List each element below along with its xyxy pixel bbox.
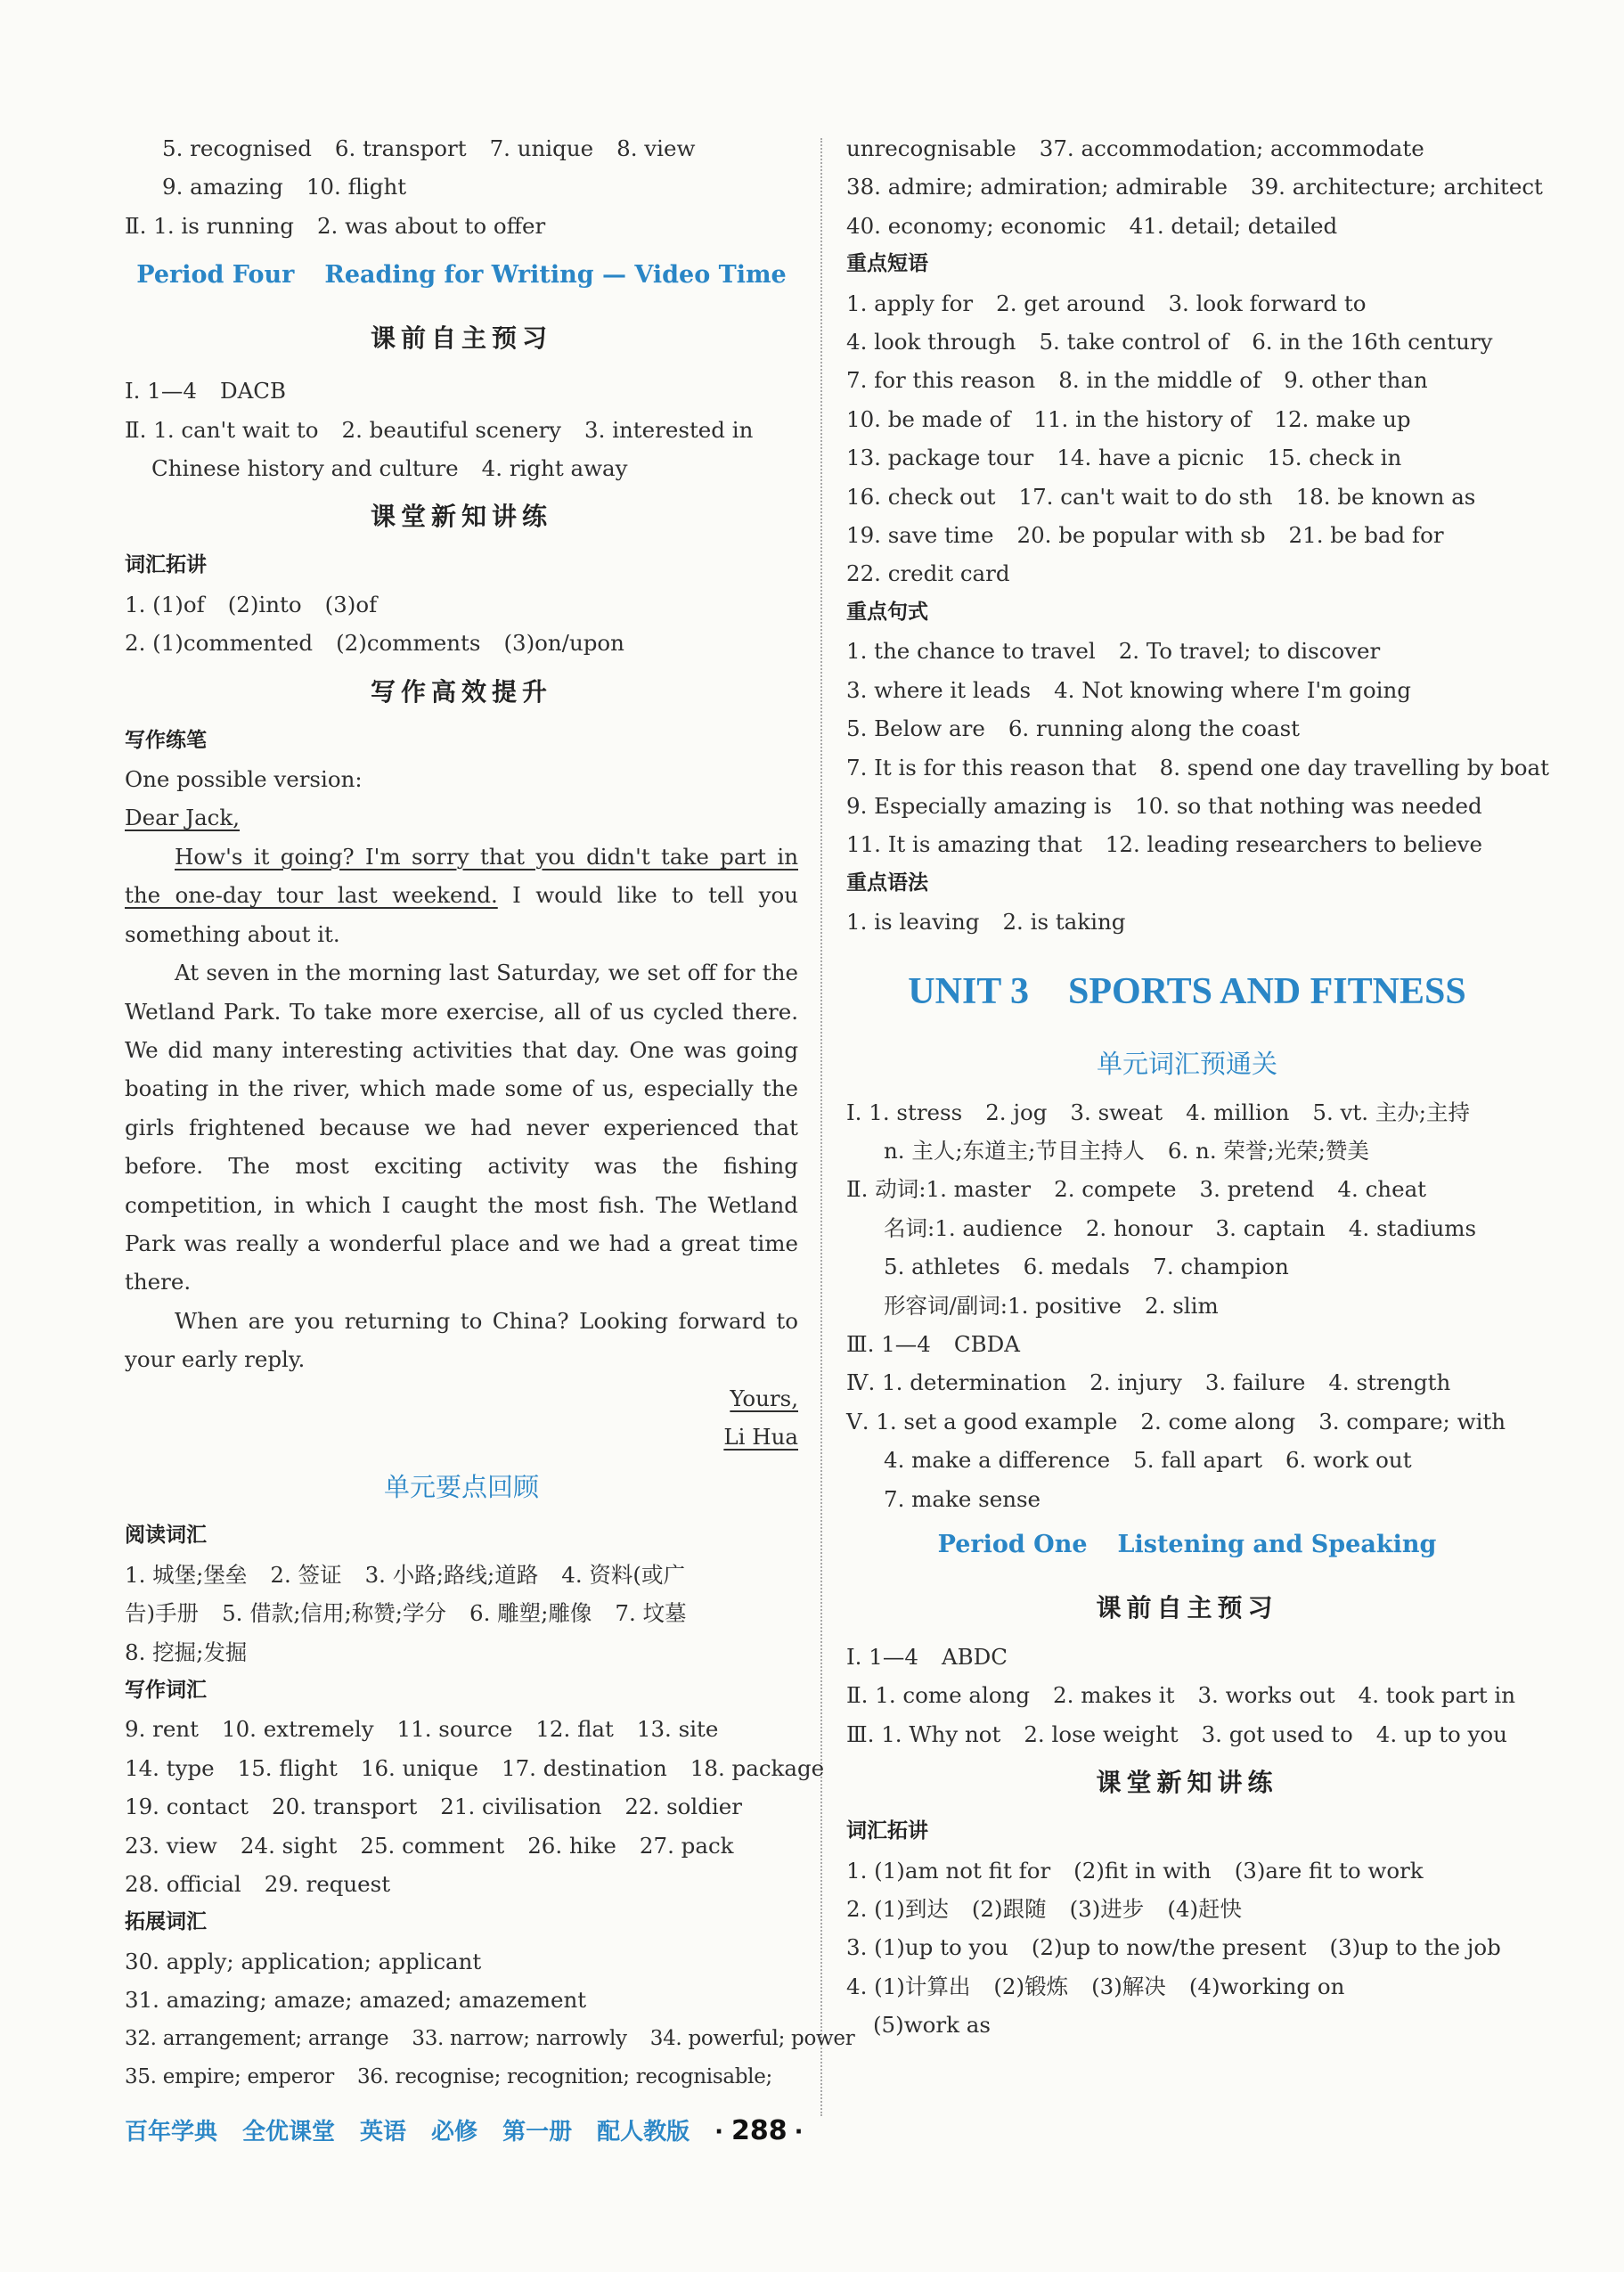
answer-item: 3. pretend (1199, 1176, 1315, 1203)
answer-line (125, 129, 798, 168)
answer-item: 36. recognise; recognition; recognisable; (356, 2065, 772, 2089)
answer-line (125, 2058, 798, 2096)
answer-item: 10. so that nothing was needed (1135, 792, 1482, 819)
answer-item: 16. check out (846, 483, 996, 510)
answer-item: 5. fall apart (1133, 1447, 1262, 1474)
answer-item: 1. (1)am not fit for (846, 1857, 1051, 1884)
answer-item: 3. captain (1215, 1214, 1326, 1241)
footer-volume-type: 必修 (431, 2119, 478, 2145)
answer-item: 21. civilisation (440, 1794, 602, 1820)
answer-line (125, 1633, 798, 1671)
answer-line (846, 1967, 1528, 2006)
answer-line (846, 632, 1528, 670)
answer-item: Ⅴ. 1. set a good example (846, 1408, 1118, 1434)
answer-line (846, 1287, 1528, 1325)
answer-item: 7. 坟墓 (615, 1600, 687, 1627)
page-footer (125, 2113, 804, 2146)
answer-item: 9. rent (125, 1716, 199, 1743)
unit-title: UNIT 3 SPORTS AND FITNESS (908, 970, 1466, 1012)
answer-item: 3. look forward to (1168, 290, 1367, 316)
answer-item: 7. champion (1153, 1254, 1289, 1280)
letter-greeting: Dear Jack, (125, 805, 241, 831)
answer-line (846, 1247, 1528, 1286)
answer-item: Ⅲ. 1. Why not (846, 1720, 1001, 1747)
answer-item: 19. contact (125, 1794, 249, 1820)
answer-item: 14. type (125, 1754, 215, 1781)
answer-item: 告)手册 (125, 1600, 200, 1627)
answer-line (125, 449, 798, 487)
answer-line (846, 400, 1528, 438)
answer-item: 39. architecture; architect (1250, 174, 1543, 200)
footer-dot: · (714, 2119, 723, 2145)
answer-line (846, 1132, 1528, 1170)
column-divider (820, 138, 822, 2116)
answer-item: 9. other than (1284, 367, 1428, 394)
answer-line (846, 168, 1543, 206)
section-heading: 课前自主预习 (370, 323, 552, 354)
answer-item: 1. is leaving (846, 909, 980, 936)
section-heading: 课堂新知讲练 (1096, 1768, 1278, 1798)
answer-line (846, 284, 1528, 323)
answer-item: 6. work out (1285, 1447, 1412, 1474)
answer-item: Ⅱ. 动词:1. master (846, 1176, 1032, 1203)
answer-line (846, 1676, 1528, 1714)
answer-item: 17. destination (501, 1754, 667, 1781)
answer-item: 20. be popular with sb (1016, 522, 1266, 549)
answer-item: Ⅰ. 1. stress (846, 1099, 963, 1125)
answer-item: 18. be known as (1295, 483, 1476, 510)
answer-item: (2)跟随 (971, 1896, 1047, 1923)
answer-line (125, 2020, 855, 2058)
answer-item: 2. beautiful scenery (341, 416, 562, 443)
answer-item: Ⅰ. 1—4 (125, 378, 197, 405)
answer-item: 2. (1)commented (125, 630, 314, 657)
answer-item: 13. package tour (846, 445, 1034, 471)
answer-line (125, 168, 798, 206)
answer-line (846, 1325, 1528, 1363)
answer-item: (2)comments (336, 630, 481, 657)
answer-line (846, 1715, 1528, 1753)
footer-dot: · (794, 2119, 804, 2145)
answer-item: 9. amazing (162, 174, 283, 200)
subsection-heading: 拓展词汇 (125, 1910, 207, 1934)
answer-item: 23. view (125, 1832, 217, 1859)
left-column (125, 129, 855, 2096)
answer-item: 22. credit card (846, 560, 1010, 587)
answer-item: 38. admire; admiration; admirable (846, 174, 1228, 200)
answer-item: 5. recognised (162, 135, 312, 161)
answer-line (846, 1890, 1528, 1928)
answer-item: 3. failure (1204, 1369, 1306, 1396)
answer-item: unrecognisable (846, 135, 1016, 161)
answer-line (846, 2006, 1528, 2044)
answer-item: 2. (1)到达 (846, 1896, 949, 1923)
answer-item: 25. comment (360, 1832, 505, 1859)
subsection-heading: 词汇拓讲 (125, 553, 207, 577)
answer-item: 15. flight (237, 1754, 338, 1781)
answer-item: 6. n. 荣誉;光荣;赞美 (1167, 1137, 1369, 1164)
answer-item: 2. slim (1145, 1292, 1219, 1319)
answer-item: 32. arrangement; arrange (125, 2026, 389, 2050)
answer-line (125, 1594, 798, 1632)
answer-item: 21. be bad for (1288, 522, 1444, 549)
answer-line (846, 1851, 1528, 1890)
answer-item: 17. can't wait to do sth (1018, 483, 1273, 510)
answer-item: 4. Not knowing where I'm going (1054, 676, 1411, 703)
answer-item: 7. unique (489, 135, 594, 161)
answer-item: 1. apply for (846, 290, 974, 316)
answer-item: 11. It is amazing that (846, 831, 1082, 858)
answer-line: 30. apply; application; applicant (125, 1948, 482, 1974)
answer-item: 10. extremely (222, 1716, 374, 1743)
answer-item: 7. for this reason (846, 367, 1036, 394)
answer-line (846, 748, 1549, 787)
answer-item: 2. is taking (1002, 909, 1126, 936)
answer-line (125, 1865, 798, 1903)
answer-line (846, 207, 1528, 245)
answer-item: 9. Especially amazing is (846, 792, 1113, 819)
answer-line (846, 478, 1528, 516)
answer-line (125, 1827, 798, 1865)
subsection-heading: 阅读词汇 (125, 1524, 207, 1548)
answer-line (846, 129, 1528, 168)
answer-item: 33. narrow; narrowly (412, 2026, 627, 2050)
answer-item: 2. compete (1054, 1176, 1177, 1203)
letter-opening: How's it going? I'm sorry that you didn't take part in the one-day tour last weekend. (125, 843, 798, 909)
answer-item: (3)of (324, 591, 378, 617)
answer-item: 37. accommodation; accommodate (1039, 135, 1424, 161)
answer-item: 15. check in (1267, 445, 1402, 471)
answer-item: 名词:1. audience (884, 1214, 1063, 1241)
answer-item: Ⅱ. 1. come along (846, 1682, 1031, 1709)
answer-item: 1. (1)of (125, 591, 205, 617)
answer-line (846, 1209, 1528, 1247)
answer-item: 3. 小路;路线;道路 (364, 1561, 539, 1588)
answer-item: 26. hike (527, 1832, 616, 1859)
answer-item: 2. lose weight (1024, 1720, 1179, 1747)
answer-line (125, 411, 798, 449)
answer-item: Chinese history and culture (151, 455, 459, 482)
answer-item: 12. make up (1274, 405, 1411, 432)
answer-line (125, 1749, 825, 1787)
answer-item: 3. got used to (1201, 1720, 1353, 1747)
letter-paragraph: When are you returning to China? Looking forward to your early reply. (125, 1307, 798, 1373)
answer-item: 2. get around (996, 290, 1146, 316)
answer-item: Ⅳ. 1. determination (846, 1369, 1067, 1396)
answer-item: 形容词/副词:1. positive (884, 1292, 1122, 1319)
answer-item: (2)up to now/the present (1031, 1934, 1307, 1961)
answer-item: 4. (1)计算出 (846, 1973, 971, 1999)
answer-item: 13. site (636, 1716, 719, 1743)
answer-item: 6. in the 16th century (1252, 329, 1493, 356)
answer-item: (4)working on (1188, 1973, 1345, 1999)
answer-item: 4. make a difference (884, 1447, 1111, 1474)
answer-item: Ⅲ. 1—4 (846, 1330, 931, 1357)
answer-item: (4)赶快 (1167, 1896, 1243, 1923)
answer-line (125, 1710, 798, 1748)
section-heading: 写作高效提升 (370, 676, 552, 707)
letter-paragraph (125, 838, 798, 953)
answer-item: 7. make sense (884, 1485, 1041, 1512)
footer-series: 百年学典 (125, 2119, 218, 2145)
answer-line (846, 1480, 1528, 1518)
answer-item: 2. was about to offer (316, 212, 546, 239)
answer-line (846, 554, 1528, 593)
answer-item: 2. makes it (1053, 1682, 1175, 1709)
answer-item: 27. pack (639, 1832, 734, 1859)
answer-item: 6. transport (334, 135, 467, 161)
answer-line (125, 1556, 798, 1594)
letter-signature: Li Hua (723, 1423, 798, 1450)
answer-line (125, 207, 798, 245)
section-heading: 课堂新知讲练 (370, 502, 552, 532)
answer-item: (3)解决 (1091, 1973, 1166, 1999)
answer-item: (5)work as (873, 2012, 991, 2039)
answer-item: 3. where it leads (846, 676, 1032, 703)
answer-line (125, 372, 798, 410)
answer-item: 5. take control of (1039, 329, 1229, 356)
subsection-heading: 写作词汇 (125, 1679, 207, 1702)
page-number: 288 (731, 2115, 788, 2146)
answer-item: 22. soldier (624, 1794, 742, 1820)
answer-item: 20. transport (272, 1794, 418, 1820)
answer-item: Ⅰ. 1—4 (846, 1644, 918, 1670)
answer-line (846, 438, 1528, 477)
section-heading: 单元词汇预通关 (1096, 1048, 1277, 1079)
answer-line: 31. amazing; amaze; amazed; amazement (125, 1987, 587, 2014)
answer-line (846, 1441, 1528, 1479)
answer-line (846, 323, 1528, 361)
answer-item: 5. vt. 主办;主持 (1312, 1099, 1471, 1125)
answer-item: 5. 借款;信用;称赞;学分 (222, 1600, 446, 1627)
subsection-heading: 重点短语 (846, 252, 928, 276)
answer-item: 12. flat (535, 1716, 614, 1743)
letter-opening-rest: I would like to tell you something about it. (125, 882, 798, 947)
answer-item: 3. interested in (584, 416, 754, 443)
answer-item: 8. 挖掘;发掘 (125, 1639, 248, 1665)
answer-item: 4. up to you (1375, 1720, 1507, 1747)
answer-item: Ⅱ. 1. is running (125, 212, 294, 239)
answer-item: 2. To travel; to discover (1118, 638, 1381, 665)
answer-line (846, 1363, 1528, 1402)
answer-item: 8. in the middle of (1058, 367, 1261, 394)
answer-item: 4. right away (481, 455, 628, 482)
answer-item: 14. have a picnic (1057, 445, 1245, 471)
answer-item: 4. stadiums (1348, 1214, 1477, 1241)
answer-item: 28. official (125, 1871, 241, 1898)
footer-book: 第一册 (502, 2119, 573, 2145)
answer-line (125, 585, 798, 624)
letter-paragraph: At seven in the morning last Saturday, we set off for the Wetland Park. To take more exercise, all of us cycled there. We did many interesting activities that day. One was going boating in the river, which made some of us, especially the girls frightened because we had never experienced that before. The most exciting activity was the fishing competition, in which I caught the most fish. The Wetland Park was really a wonderful place and we had a great time there. (125, 960, 798, 1295)
answer-item: 40. economy; economic (846, 212, 1106, 239)
answer-item: DACB (219, 378, 287, 405)
answer-item: CBDA (953, 1330, 1020, 1357)
subsection-heading: 重点语法 (846, 870, 928, 895)
answer-item: 2. come along (1140, 1408, 1296, 1434)
footer-brand: 全优课堂 (242, 2119, 336, 2145)
answer-line (846, 1093, 1528, 1132)
answer-line (846, 903, 1528, 941)
answer-item: 1. 城堡;堡垒 (125, 1561, 248, 1588)
period-heading: Period Four Reading for Writing — Video Time (136, 261, 787, 290)
answer-item: 10. be made of (846, 405, 1011, 432)
answer-item: Ⅱ. 1. can't wait to (125, 416, 319, 443)
answer-item: n. 主人;东道主;节目主持人 (884, 1137, 1145, 1164)
period-heading: Period One Listening and Speaking (937, 1531, 1437, 1558)
subsection-heading: 重点句式 (846, 600, 928, 624)
answer-item: 3. works out (1197, 1682, 1335, 1709)
section-heading: 单元要点回顾 (383, 1472, 539, 1503)
answer-item: 29. request (264, 1871, 391, 1898)
answer-line (846, 516, 1528, 554)
answer-line (846, 361, 1528, 399)
answer-item: 2. injury (1089, 1369, 1182, 1396)
answer-line (846, 709, 1528, 748)
answer-item: ABDC (941, 1644, 1008, 1670)
answer-item: 2. jog (985, 1099, 1048, 1125)
answer-item: 2. 签证 (270, 1561, 342, 1588)
answer-line (846, 787, 1528, 825)
answer-item: (3)are fit to work (1234, 1857, 1424, 1884)
answer-item: 24. sight (240, 1832, 338, 1859)
answer-item: 4. look through (846, 329, 1016, 356)
answer-line (846, 1402, 1528, 1441)
answer-line (125, 1787, 798, 1826)
answer-item: 16. unique (360, 1754, 478, 1781)
answer-line (846, 671, 1528, 709)
footer-subject: 英语 (360, 2119, 407, 2145)
section-heading: 课前自主预习 (1096, 1593, 1278, 1622)
subsection-heading: 词汇拓讲 (846, 1819, 928, 1843)
answer-item: (3)up to the job (1329, 1934, 1501, 1961)
answer-item: (3)进步 (1069, 1896, 1145, 1923)
answer-item: 4. strength (1328, 1369, 1451, 1396)
answer-item: 34. powerful; power (649, 2026, 855, 2050)
right-column (846, 129, 1549, 2045)
answer-item: 2. honour (1085, 1214, 1193, 1241)
answer-item: 11. in the history of (1033, 405, 1252, 432)
answer-item: 6. running along the coast (1008, 715, 1300, 742)
subsection-heading: 写作练笔 (125, 728, 207, 752)
answer-item: 6. 雕塑;雕像 (469, 1600, 592, 1627)
answer-item: 4. million (1186, 1099, 1290, 1125)
answer-item: 3. (1)up to you (846, 1934, 1008, 1961)
answer-item: 41. detail; detailed (1129, 212, 1338, 239)
footer-edition: 配人教版 (597, 2119, 690, 2145)
answer-item: 8. view (616, 135, 696, 161)
answer-line (846, 1928, 1528, 1966)
answer-item: 5. athletes (884, 1254, 1000, 1280)
answer-item: 10. flight (306, 174, 407, 200)
answer-item: (2)锻炼 (993, 1973, 1069, 1999)
answer-item: 3. sweat (1070, 1099, 1163, 1125)
answer-line (846, 825, 1528, 863)
answer-item: 8. spend one day travelling by boat (1159, 754, 1549, 780)
letter-closing: Yours, (730, 1385, 798, 1411)
answer-item: 5. Below are (846, 715, 985, 742)
answer-item: 1. the chance to travel (846, 638, 1096, 665)
answer-item: 4. took part in (1358, 1682, 1516, 1709)
answer-item: 35. empire; emperor (125, 2065, 334, 2089)
answer-line (846, 1638, 1528, 1676)
answer-line (125, 624, 798, 662)
answer-item: 3. compare; with (1318, 1408, 1506, 1434)
answer-item: 11. source (396, 1716, 513, 1743)
answer-line (846, 1170, 1528, 1208)
answer-item: 7. It is for this reason that (846, 754, 1137, 780)
answer-item: (2)fit in with (1073, 1857, 1212, 1884)
answer-item: 4. 资料(或广 (561, 1561, 685, 1588)
sample-label: One possible version: (125, 766, 363, 793)
answer-item: 12. leading researchers to believe (1105, 831, 1482, 858)
answer-item: 19. save time (846, 522, 994, 549)
answer-item: (3)on/upon (503, 630, 624, 657)
answer-item: 4. cheat (1337, 1176, 1427, 1203)
answer-item: (2)into (227, 591, 302, 617)
answer-item: 18. package (690, 1754, 825, 1781)
answer-item: 6. medals (1023, 1254, 1130, 1280)
